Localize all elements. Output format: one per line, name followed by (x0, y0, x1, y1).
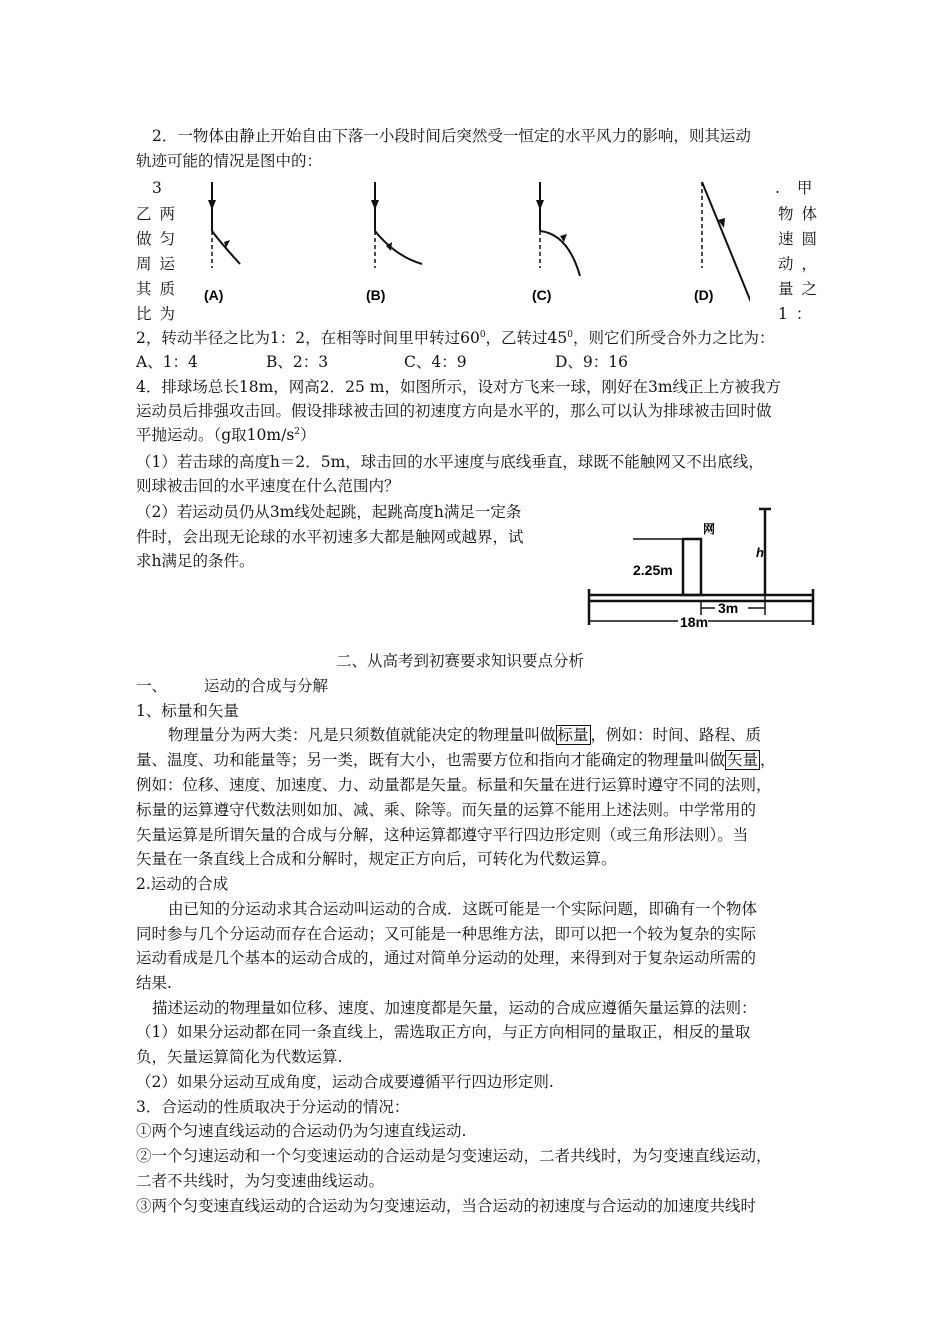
p1-line2-b: ， (760, 751, 776, 769)
p1-line4: 标量的运算遵守代数法则如加、减、乘、除等。而矢量的运算不能用上述法则。中学常用的 (136, 801, 757, 819)
q4-part2-line1: （2）若运动员仍从3m线处起跳，起跳高度h满足一定条 (136, 503, 522, 521)
q3-left-fragment: 乙两 (136, 205, 184, 223)
item3-title: 3．合运动的性质取决于分运动的情况： (136, 1098, 410, 1116)
term-scalar: 标量 (557, 726, 589, 744)
q3-right-fragment: 量之 (778, 280, 826, 298)
subsection-title: 运动的合成与分解 (204, 677, 329, 695)
p2-line3: 运动看成是几个基本的运动合成的，通过对简单分运动的处理，来得到对于复杂运动所需的 (136, 949, 757, 967)
case3: ③两个匀变速直线运动的合运动为匀变速运动，当合运动的初速度与合运动的加速度共线时 (136, 1197, 757, 1215)
q3-choice-b: B、2：3 (266, 353, 329, 371)
q3-choice-c: C、4：9 (404, 353, 467, 371)
p2-line4: 结果. (136, 974, 172, 992)
p2-line1: 由已知的分运动求其合运动叫运动的合成．这既可能是一个实际问题，即确有一个物体 (168, 900, 758, 918)
q3-right-fragment: 速圆 (778, 230, 826, 248)
trajectory-figure-a (204, 182, 240, 303)
q3-text-a: 2，转动半径之比为1：2，在相等时间里甲转过60 (136, 329, 480, 347)
p3-line2: （1）如果分运动都在同一条直线上，需选取正方向，与正方向相同的量取正，相反的量取 (136, 1023, 751, 1041)
q3-choice-d: D、9：16 (555, 353, 629, 371)
item1-title: 1、标量和矢量 (136, 702, 239, 720)
q3-line (136, 328, 775, 348)
q2-line1: 2．一物体由静止开始自由下落一小段时间后突然受一恒定的水平风力的影响，则其运动 (152, 127, 751, 145)
q4-line3-text: 平抛运动。（g取10m/s (136, 426, 295, 444)
q4-part2-line3: 求h满足的条件。 (136, 552, 255, 570)
q3-sup-2: 0 (567, 330, 574, 340)
q4-line3-end: ） (300, 426, 316, 444)
q4-line3 (136, 425, 316, 445)
q3-left-fragment: 3 (152, 179, 162, 197)
p1-line1-a: 物理量分为两大类：凡是只须数值就能决定的物理量叫做 (168, 726, 556, 744)
q4-part2-line2: 件时，会出现无论球的水平初速多大都是触网或越界，试 (136, 528, 524, 546)
q2-trajectory-figures (190, 176, 750, 316)
figure-label-c: (C) (532, 287, 552, 303)
q3-left-fragment: 比为 (136, 305, 184, 323)
q3-text-b: ，乙转过45 (485, 329, 568, 347)
figure-label-a: (A) (204, 287, 224, 303)
p1-line1 (168, 725, 761, 745)
q4-line2: 运动员后排强攻击回。假设排球被击回的初速度方向是水平的，那么可以认为排球被击回时做 (136, 402, 772, 420)
figure-label-d: (D) (694, 287, 714, 303)
q3-left-fragment: 其质 (136, 280, 184, 298)
q3-right-fragment: 动， (778, 255, 826, 273)
three-m-label: 3m (718, 600, 739, 616)
p1-line2 (136, 750, 776, 770)
p3-line1: 描述运动的物理量如位移、速度、加速度都是矢量，运动的合成应遵循矢量运算的法则： (152, 999, 757, 1017)
q3-right-fragment: . 甲 (775, 179, 819, 197)
p1-line5: 矢量运算是所谓矢量的合成与分解，这种运算都遵守平行四边形定则（或三角形法则）。当 (136, 826, 749, 844)
subsection-number: 一、 (136, 677, 168, 695)
item2-title: 2.运动的合成 (136, 875, 229, 893)
p1-line3: 例如：位移、速度、加速度、力、动量都是矢量。标量和矢量在进行运算时遵守不同的法则， (136, 776, 772, 794)
q3-left-fragment: 周运 (136, 255, 184, 273)
case2-line2: 二者不共线时，为匀变速曲线运动。 (136, 1172, 385, 1190)
q4-part1-line1: （1）若击球的高度h＝2．5m，球击回的水平速度与底线垂直，球既不能触网又不出底线， (136, 453, 764, 471)
case2-line1: ②一个匀速运动和一个匀变速运动的合运动是匀变速运动，二者共线时，为匀变速直线运动， (136, 1147, 772, 1165)
p3-line3: 负，矢量运算简化为代数运算. (136, 1048, 343, 1066)
trajectory-figure-c (532, 182, 580, 303)
trajectory-figure-b (366, 182, 422, 303)
p3-line4: （2）如果分运动互成角度，运动合成要遵循平行四边形定则. (136, 1073, 554, 1091)
case1: ①两个匀速直线运动的合运动仍为匀速直线运动. (136, 1122, 467, 1140)
q3-right-fragment: 物体 (778, 205, 826, 223)
q2-line2: 轨迹可能的情况是图中的： (136, 152, 323, 170)
term-vector: 矢量 (727, 751, 759, 769)
p1-line6: 矢量在一条直线上合成和分解时，规定正方向后，可转化为代数运算。 (136, 850, 617, 868)
q3-text-c: ，则它们所受合外力之比为： (573, 329, 775, 347)
net-height-label: 2.25m (633, 562, 673, 578)
q4-part1-line2: 则球被击回的水平速度在什么范围内？ (136, 477, 400, 495)
figure-label-b: (B) (366, 287, 386, 303)
p1-line2-a: 量、温度、功和能量等；另一类，既有大小，也需要方位和指向才能确定的物理量叫做 (136, 751, 726, 769)
net-label: 网 (703, 522, 716, 536)
net (683, 539, 701, 595)
trajectory-figure-d (694, 182, 750, 312)
q3-right-fragment: 1： (778, 305, 820, 323)
eighteen-m-label: 18m (680, 614, 709, 630)
q3-sup-1: 0 (479, 330, 486, 340)
q3-left-fragment: 做匀 (136, 230, 184, 248)
q4-line3-sup: 2 (294, 427, 301, 437)
q3-choice-a: A、1：4 (136, 353, 198, 371)
h-label: h (756, 545, 764, 560)
p1-line1-b: ，例如：时间、路程、质 (590, 726, 762, 744)
section-title: 二、从高考到初赛要求知识要点分析 (336, 652, 585, 670)
q4-line1: 4．排球场总长18m，网高2．25 m，如图所示，设对方飞来一球，刚好在3m线正上方被我方 (136, 378, 782, 396)
p2-line2: 同时参与几个分运动而存在合运动；又可能是一种思维方法，即可以把一个较为复杂的实际 (136, 925, 757, 943)
volleyball-court-figure (583, 505, 823, 630)
